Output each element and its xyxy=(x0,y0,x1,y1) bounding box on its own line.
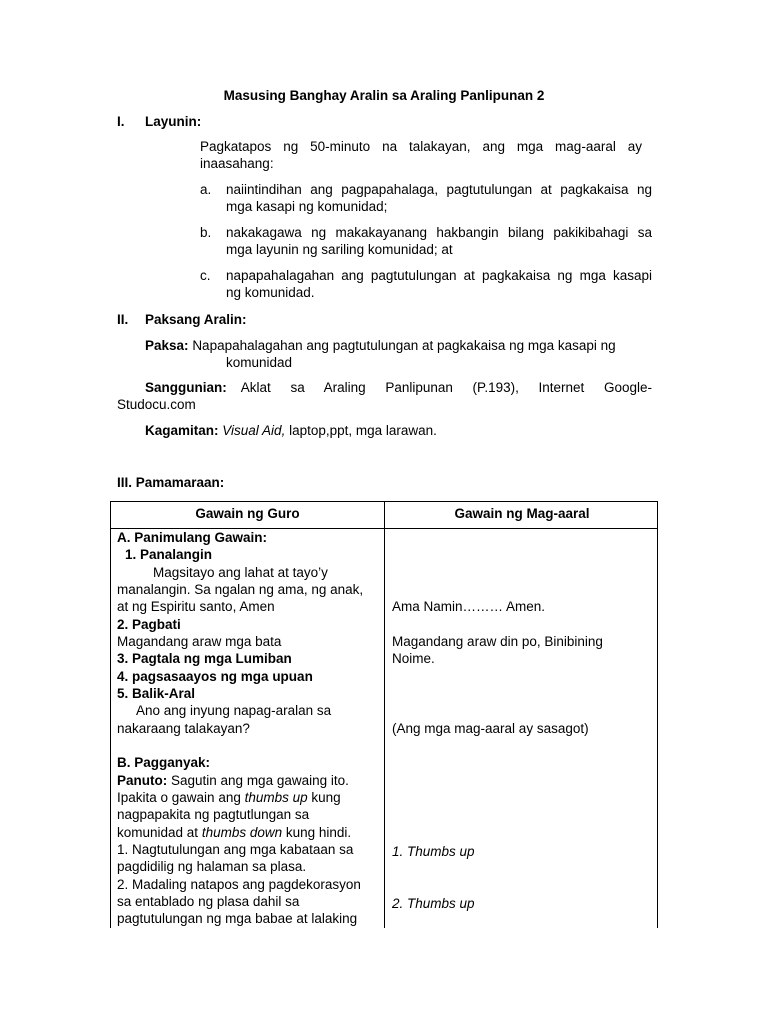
pagbati-heading: 2. Pagbati xyxy=(117,617,181,632)
objective-c-line-1: napapahalagahan ang pagtutulungan at pagkakaisa ng mga kasapi xyxy=(226,268,652,283)
objective-c-line-2: ng komunidad. xyxy=(226,285,315,300)
panuto-label: Panuto: xyxy=(117,773,168,788)
sasagot-response: (Ang mga mag-aaral ay sasagot) xyxy=(392,721,589,736)
item-2-line-2: sa entablado ng plasa dahil sa xyxy=(117,894,300,909)
magsitayo-line-3: at ng Espiritu santo, Amen xyxy=(117,599,275,614)
answer-1: 1. Thumbs up xyxy=(392,844,475,859)
objective-b-line-1: nakakagawa ng makakayanang hakbangin bilang pakikibahagi sa xyxy=(226,225,652,240)
pamamaraan-table xyxy=(110,501,658,928)
pagsasaayos-heading: 4. pagsasaayos ng mga upuan xyxy=(117,669,313,684)
ama-namin-response: Ama Namin……… Amen. xyxy=(392,599,546,614)
col-header-mag-aaral: Gawain ng Mag-aaral xyxy=(454,506,590,521)
panalangin-heading: 1. Panalangin xyxy=(125,547,213,562)
kagamitan-line xyxy=(145,423,437,438)
sanggunian-text: Aklat sa Araling Panlipunan (P.193), Internet Google- xyxy=(240,380,652,395)
intro-line-1: Pagkatapos ng 50-minuto na talakayan, ang mga mag-aaral ay xyxy=(200,139,642,154)
objective-a-line-2: mga kasapi ng komunidad; xyxy=(226,199,388,214)
objective-b-letter: b. xyxy=(200,225,212,240)
paksa-label: Paksa: xyxy=(145,338,189,353)
document-title: Masusing Banghay Aralin sa Araling Panlipunan 2 xyxy=(223,88,545,103)
section-2-heading: Paksang Aralin: xyxy=(145,312,247,327)
magandang-din-line-2: Noime. xyxy=(392,651,435,666)
item-2-line-3: pagtutulungan ng mga babae at lalaking xyxy=(117,911,358,926)
kagamitan-label: Kagamitan: xyxy=(145,423,219,438)
magandang-araw-text: Magandang araw mga bata xyxy=(117,634,282,649)
paksa-text: Napapahalagahan ang pagtutulungan at pagkakaisa ng mga kasapi ng xyxy=(192,338,616,353)
magandang-din-line-1: Magandang araw din po, Binibining xyxy=(392,634,603,649)
nagpapakita-line: nagpapakita ng pagtutlungan sa xyxy=(117,807,310,822)
item-2-line-1: 2. Madaling natapos ang pagdekorasyon xyxy=(117,877,361,892)
item-1-line-1: 1. Nagtutulungan ang mga kabataan sa xyxy=(117,842,354,857)
ano-line-2: nakaraang talakayan? xyxy=(117,721,250,736)
col-header-guro: Gawain ng Guro xyxy=(195,506,300,521)
pagtala-heading: 3. Pagtala ng mga Lumiban xyxy=(117,651,292,666)
paksa-line-2: komunidad xyxy=(226,355,293,370)
section-3-heading: III. Pamamaraan: xyxy=(117,475,225,490)
balik-aral-heading: 5. Balik-Aral xyxy=(117,686,196,701)
section-1-heading: Layunin: xyxy=(145,114,202,129)
kagamitan-rest: laptop,ppt, mga larawan. xyxy=(285,423,437,438)
panuto-text: Sagutin ang mga gawaing ito. xyxy=(167,773,349,788)
komunidad-line xyxy=(117,824,351,841)
objective-c-letter: c. xyxy=(200,268,211,283)
ano-line-1: Ano ang inyung napag-aralan sa xyxy=(136,703,332,718)
sanggunian-line-1 xyxy=(145,380,652,395)
komunidad-post: kung hindi. xyxy=(282,825,352,840)
panuto-line xyxy=(117,772,349,789)
section-1-numeral: I. xyxy=(117,114,125,129)
answer-2: 2. Thumbs up xyxy=(392,896,475,911)
section-2-numeral: II. xyxy=(117,312,129,327)
panimulang-gawain-heading: A. Panimulang Gawain: xyxy=(117,530,268,545)
intro-line-2: inaasahang: xyxy=(200,156,274,171)
ipakita-line xyxy=(117,789,341,806)
objective-a-line-1: naiintindihan ang pagpapahalaga, pagtutulungan at pagkakaisa ng xyxy=(226,182,652,197)
column-divider xyxy=(384,502,385,928)
ipakita-pre: Ipakita o gawain ang xyxy=(117,790,245,805)
magsitayo-line-1: Magsitayo ang lahat at tayo’y xyxy=(153,565,328,580)
pagganyak-heading: B. Pagganyak: xyxy=(117,755,211,770)
sanggunian-label: Sanggunian: xyxy=(145,380,227,395)
thumbs-up-term: thumbs up xyxy=(244,790,308,805)
item-1-line-2: pagdidilig ng halaman sa plasa. xyxy=(117,859,307,874)
thumbs-down-term: thumbs down xyxy=(201,825,283,840)
sanggunian-line-2: Studocu.com xyxy=(117,397,196,412)
kagamitan-visual-aid: Visual Aid, xyxy=(222,423,286,438)
objective-b-line-2: mga layunin ng sariling komunidad; at xyxy=(226,242,453,257)
magsitayo-line-2: manalangin. Sa ngalan ng ama, ng anak, xyxy=(117,582,364,597)
paksa-line-1 xyxy=(145,338,616,353)
ipakita-post: kung xyxy=(307,790,341,805)
komunidad-pre: komunidad at xyxy=(117,825,202,840)
objective-a-letter: a. xyxy=(200,182,212,197)
